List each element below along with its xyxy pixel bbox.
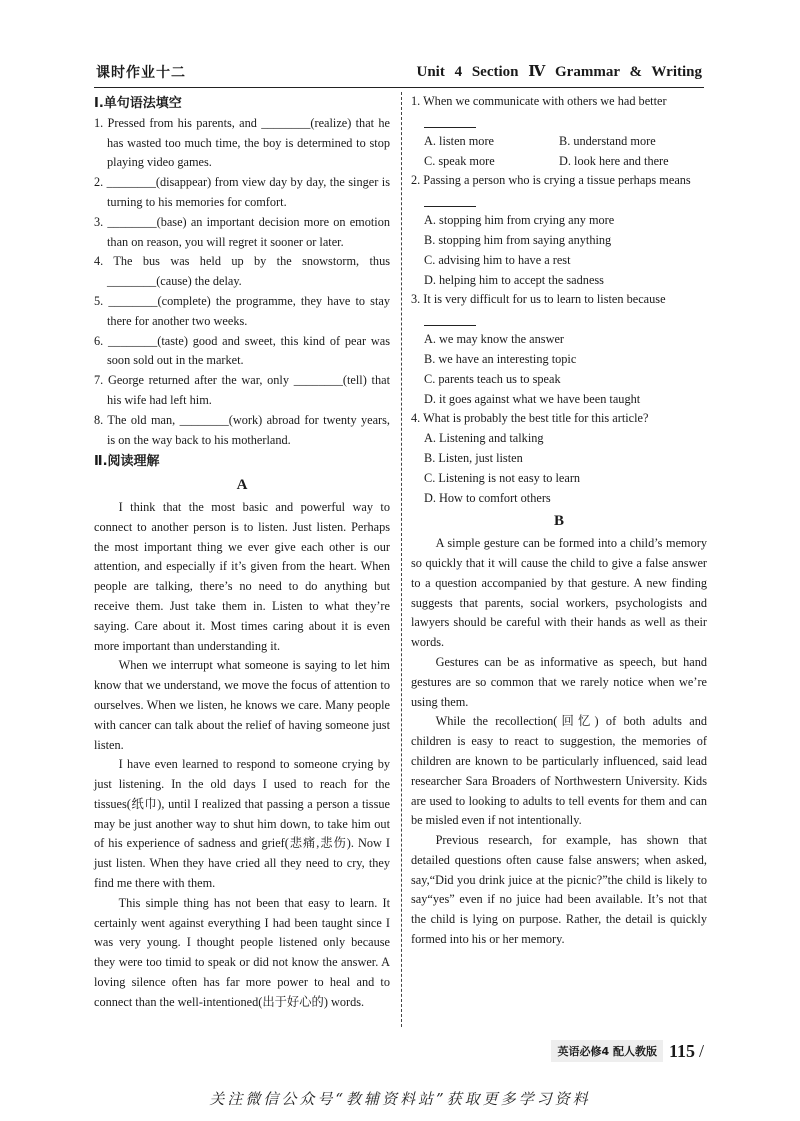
grammar-item: 7. George returned after the war, only ________(tell) that his wife had left him. <box>94 373 390 407</box>
option: B. we have an interesting topic <box>424 351 577 366</box>
left-column <box>94 92 390 1013</box>
passage-b-paragraph: A simple gesture can be formed into a child’s memory so quickly that it will cause the child to give a false answer to a question accompanied by that gesture. A new finding suggests that parents, social workers, psychologists and lawyers should be careful with their hands as well as their words. <box>411 536 707 650</box>
page-number: 115 <box>668 1040 695 1061</box>
option: A. listen more <box>424 133 495 148</box>
page-slash-mark: / <box>698 1040 704 1061</box>
question-2-stem: 2. Passing a person who is crying a tissue perhaps means <box>411 173 691 188</box>
grammar-item: 3. ________(base) an important decision more on emotion than on reason, you will regret it sooner or later. <box>94 214 390 249</box>
answer-blank <box>424 191 476 207</box>
option: A. Listening and talking <box>424 431 544 446</box>
question-1-options-row2 <box>424 152 707 172</box>
grammar-item: 4. The bus was held up by the snowstorm, thus ________(cause) the delay. <box>94 254 390 289</box>
question-1-stem: 1. When we communicate with others we had better <box>411 94 667 108</box>
option: D. it goes against what we have been taught <box>424 391 641 406</box>
passage-a-paragraph: This simple thing has not been that easy to learn. It certainly went against everything I had been taught since I was very young. I thought people listened only because they were too timid to speak or did not know the answer. A loving silence often has far more power to heal and to connect than the well-intentioned(出于好心的) words. <box>94 895 390 1009</box>
option: B. Listen, just listen <box>424 450 523 465</box>
option: C. advising him to have a rest <box>424 252 571 267</box>
grammar-item: 6. ________(taste) good and sweet, this kind of pear was soon sold out in the market. <box>94 333 390 368</box>
option: D. helping him to accept the sadness <box>424 272 604 287</box>
option: A. we may know the answer <box>424 332 565 347</box>
grammar-item: 8. The old man, ________(work) abroad for twenty years, is on the way back to his motherland. <box>94 412 390 447</box>
passage-b-paragraph: Previous research, for example, has shown that detailed questions often cause false answers; when asked, say,“Did you drink juice at the picnic?”the child is likely to say“yes” even if no juice had been available. It’s not that the child is lying on purpose. Rather, the detail is quickly formed into his or her memory. <box>411 833 707 947</box>
bottom-note: 关注微信公众号“教辅资料站”获取更多学习资料 <box>209 1090 591 1108</box>
passage-a-title: A <box>236 477 248 494</box>
passage-b-paragraph: Gestures can be as informative as speech, but hand gestures are so common that we rarely notice when we’re using them. <box>411 654 707 709</box>
passage-a-paragraph: I have even learned to respond to someone crying by just listening. In the old days I used to reach for the tissues(纸巾), until I realized that passing a person a tissue may be just another way to shut him down, to take him out of his experience of sadness and grief(悲痛,悲伤). Now I just listen. When they have cried all they need to cry, they find me there with them. <box>94 757 390 891</box>
header-rule <box>94 87 704 88</box>
question-1-options-row1 <box>424 132 707 152</box>
passage-a-paragraph: I think that the most basic and powerful way to connect to another person is to listen. Just listen. Perhaps the most important thing we ever give each other is our attention, and especially if it’s given from the heart. When people are talking, there’s no need to do anything but receive them. Just take them in. Listen to what they’re saying. Care about it. Most times caring about it is even more important than understanding it. <box>94 499 390 653</box>
passage-b-title: B <box>553 513 564 530</box>
book-label: 英语必修4 配人教版 <box>551 1040 662 1062</box>
column-divider <box>401 92 402 1027</box>
header-lesson-title: 课时作业十二 <box>96 65 186 81</box>
section2-title: Ⅱ.阅读理解 <box>94 454 160 470</box>
answer-blank <box>424 310 476 326</box>
right-column <box>411 92 707 950</box>
answer-blank <box>424 112 476 128</box>
passage-a-paragraph: When we interrupt what someone is saying to let him know that we understand, we move the focus of attention to ourselves. When we listen, he knows we care. Many people with cancer can talk about the relief of having someone just listen. <box>94 658 390 752</box>
grammar-item: 2. ________(disappear) from view day by day, the singer is turning to his memories for comfort. <box>94 175 390 209</box>
option: C. parents teach us to speak <box>424 371 561 386</box>
option: C. speak more <box>424 153 495 168</box>
option: D. How to comfort others <box>424 490 551 505</box>
header-unit-title: Unit 4 Section Ⅳ Grammar & Writing <box>416 64 702 80</box>
grammar-item: 1. Pressed from his parents, and ________(realize) that he has wasted too much time, the boy is determined to stop playing video games. <box>94 115 390 170</box>
question-3-stem: 3. It is very difficult for us to learn to listen because <box>411 292 666 307</box>
section1-title: Ⅰ.单句语法填空 <box>94 96 182 111</box>
question-4-stem: 4. What is probably the best title for this article? <box>411 411 649 426</box>
option: B. stopping him from saying anything <box>424 232 612 247</box>
option: B. understand more <box>559 133 656 148</box>
passage-b-paragraph: While the recollection(回忆) of both adults and children is easy to react to suggestion, the memories of children are known to be particularly influenced, said lead researcher Sara Broaders of Northwestern University. Kids are used to looking to adults to tell events for them and can be misled even if not intentionally. <box>411 714 707 828</box>
option: A. stopping him from crying any more <box>424 213 615 228</box>
grammar-item: 5. ________(complete) the programme, they have to stay there for another two weeks. <box>94 293 390 328</box>
option: D. look here and there <box>559 153 669 168</box>
option: C. Listening is not easy to learn <box>424 470 581 485</box>
footer-badge <box>551 1040 704 1062</box>
